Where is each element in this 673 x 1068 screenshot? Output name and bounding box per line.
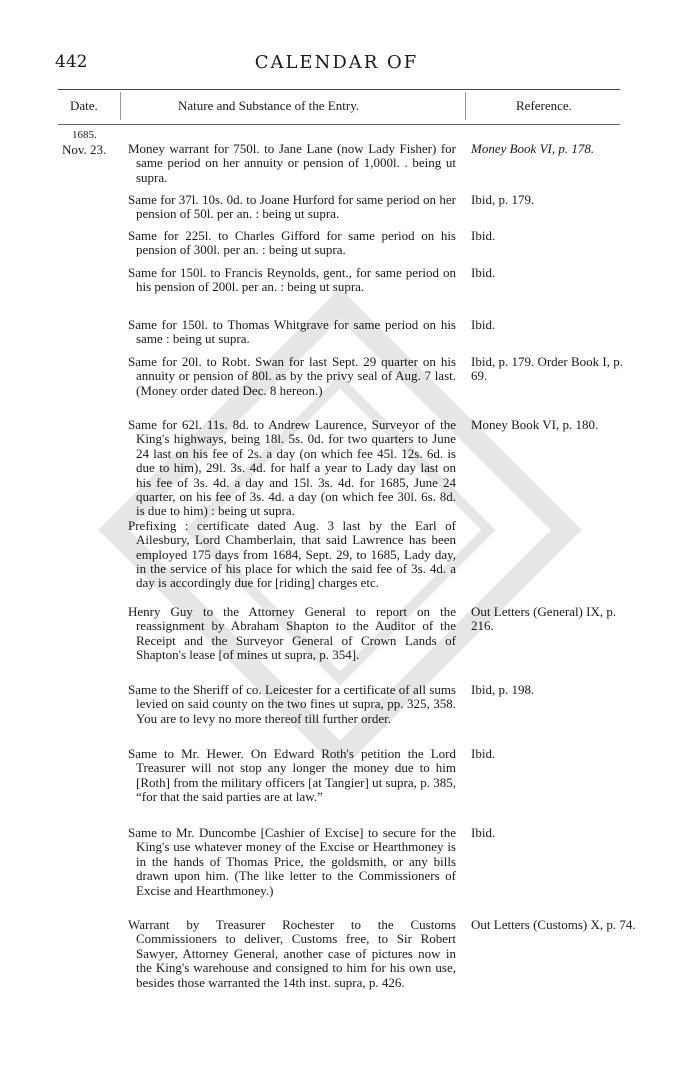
entry-text: Same to Mr. Duncombe [Cashier of Excise] to secure for the King's use whatever money of the Excise or Hearthmoney is in the hands of Thomas Price, the goldsmith, or any bills drawn upon him. (The like letter to the Commissioners of Excise and Hearthmoney.) (128, 825, 456, 898)
entry-reference: Ibid, p. 179. (471, 192, 535, 207)
entry-reference: Ibid, p. 198. (471, 682, 535, 697)
entry-reference: Ibid, p. 179. Order Book I, p. 69. (471, 354, 624, 384)
column-header-nature: Nature and Substance of the Entry. (178, 98, 360, 113)
entry-text: Same to the Sheriff of co. Leicester for a certificate of all sums levied on said county on the two fines ut supra, pp. 325, 358. You are to levy no more thereof till further order. (128, 682, 456, 726)
entry-text: Same for 225l. to Charles Gifford for same period on his pension of 300l. per an. : being ut supra. (128, 228, 456, 258)
column-header-date: Date. (70, 98, 98, 113)
entry-text: Same for 37l. 10s. 0d. to Joane Hurford for same period on her pension of 50l. per an. : being ut supra. (128, 192, 456, 222)
running-title: CALENDAR OF (254, 52, 419, 73)
entry-reference: Out Letters (General) IX, p. 216. (471, 604, 617, 634)
entry-text: Same for 62l. 11s. 8d. to Andrew Laurence, Surveyor of the King's highways, being 18l. 5s. 0d. for two quarters to June 24 last on his fee of 2s. a day (on which fee 45l. 12s. 6d. is due to him), 29l. 3s. 4d. for half a year to Lady day last on his fee of 3s. 4d. a day and 15l. 3s. 4d. for 1685, June 24 quarter, on his fee of 3s. 4d. a day (on which fee 30l. 6s. 8d. is due to him) : being ut supra. Prefixing : certificate dated Aug. 3 last by the Earl of Ailesbury, Lord Chamberlain, that said Lawrence has been employed 175 days from 1684, Sept. 29, to 1685, Lady day, in the service of his place for which the said fee of 3s. 4d. a day is accordingly due for [riding] charges etc. (128, 417, 456, 591)
header-rule-bottom (58, 124, 620, 125)
entry-reference: Ibid. (471, 825, 496, 840)
header-rule-top (58, 89, 620, 90)
entry-reference: Ibid. (471, 265, 496, 280)
column-divider (120, 92, 121, 120)
entry-text: Same for 20l. to Robt. Swan for last Sept. 29 quarter on his annuity or pension of 80l. as by the privy seal of Aug. 7 last. (Money order dated Dec. 8 hereon.) (128, 354, 456, 398)
entry-text: Same for 150l. to Francis Reynolds, gent., for same period on his pension of 200l. per an. : being ut supra. (128, 265, 456, 295)
prefixing-note: Prefixing : certificate dated Aug. 3 last by the Earl of Ailesbury, Lord Chamberlain, that said Lawrence has been employed 175 days from 1684, Sept. 29, to 1685, Lady day, in the service of his place for which the said fee of 3s. 4d. a day is accordingly due for [riding] charges etc. (128, 517, 456, 591)
entry-text: Henry Guy to the Attorney General to report on the reassignment by Abraham Shapton to the Auditor of the Receipt and the Surveyor General of Crown Lands of Shapton's lease [of mines ut supra, p. 354]. (128, 604, 456, 663)
entry-reference: Out Letters (Customs) X, p. 74. (471, 917, 636, 932)
column-divider (465, 92, 466, 120)
page-number: 442 (55, 52, 88, 72)
entry-reference: Ibid. (471, 317, 496, 332)
entry-text: Same to Mr. Hewer. On Edward Roth's petition the Lord Treasurer will not stop any longer the money due to him [Roth] from the military officers [at Tangier] ut supra, p. 385, “for that the said parties are at law.” (128, 746, 456, 805)
entry-reference: Ibid. (471, 746, 496, 761)
page-header (0, 52, 673, 76)
entry-reference: Ibid. (471, 228, 496, 243)
entry-text: Same for 150l. to Thomas Whitgrave for same period on his same : being ut supra. (128, 317, 456, 347)
entry-reference: Money Book VI, p. 180. (471, 417, 599, 432)
column-header-reference: Reference. (516, 98, 572, 113)
entry-text: Warrant by Treasurer Rochester to the Customs Commissioners to deliver, Customs free, to Sir Robert Sawyer, Attorney General, another case of pictures now in the King's warehouse and consigned to him for his own use, besides those warranted the 14th inst. supra, p. 426. (128, 917, 456, 990)
entry-reference: Money Book VI, p. 178. (471, 141, 595, 156)
entry-text: Money warrant for 750l. to Jane Lane (now Lady Fisher) for same period on her annuity or pension of 1,000l. . being ut supra. (128, 141, 456, 185)
entry-date: Nov. 23. (62, 142, 107, 157)
year-label: 1685. (72, 129, 97, 141)
